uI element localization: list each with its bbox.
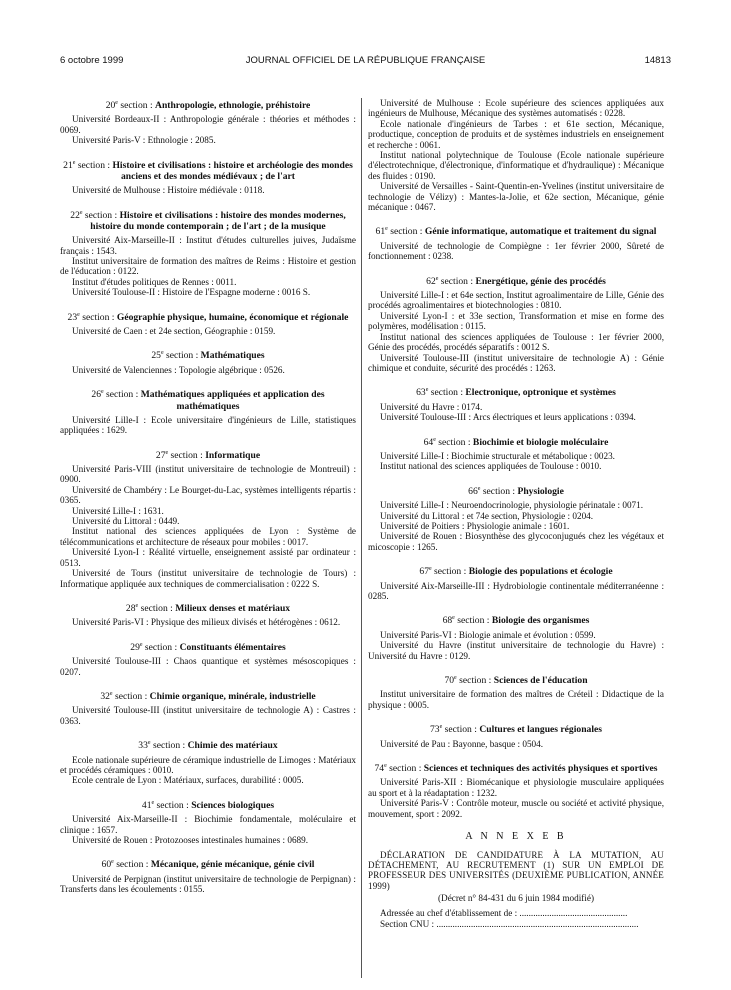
section-heading xyxy=(60,448,356,461)
section-label: section : xyxy=(154,799,192,811)
right-column-lead xyxy=(368,98,664,212)
section-title: Sciences de l'éducation xyxy=(493,675,588,687)
annexe-declaration: DÉCLARATION DE CANDIDATURE À LA MUTATION, AU DÉTACHEMENT, AU RECRUTEMENT (1) SUR UN EMPLOI DE PROFESSEUR DES UNIVERSITÉS (DEUXIÈME PUBLICATION, ANNÉE 1999) xyxy=(368,849,664,891)
section-number: 21 xyxy=(63,159,73,171)
section-label: section : xyxy=(480,485,518,497)
section-entries xyxy=(368,581,664,602)
section-label: section : xyxy=(113,859,151,871)
section-number-suffix: e xyxy=(439,724,443,731)
section-number: 27 xyxy=(155,449,166,461)
section-title: Géographie physique, humaine, économique et régionale xyxy=(116,311,349,323)
section-number-suffix: e xyxy=(147,740,151,747)
section-entry: Université de Pau : Bayonne, basque : 0504. xyxy=(380,738,544,749)
section-heading xyxy=(60,158,356,183)
section-heading xyxy=(60,738,356,751)
section-title: Mathématiques xyxy=(200,350,265,362)
section-entry: Institut national des sciences appliquées de Lyon : Système de télécommunications et architecture de réseaux pour mobiles : 0017. xyxy=(60,526,356,547)
section-number: 20 xyxy=(105,100,116,112)
section-heading xyxy=(368,673,664,686)
section-title: Chimie des matériaux xyxy=(187,740,278,752)
section-66 xyxy=(368,484,664,552)
section-number: 22 xyxy=(70,209,80,221)
section-26 xyxy=(60,387,356,435)
section-entry: Université de Rouen : Biosynthèse des glycoconjugués chez les végétaux et micoscopie : 1265. xyxy=(368,531,664,552)
section-heading xyxy=(368,224,664,237)
section-title: Physiologie xyxy=(517,485,564,497)
section-label: section : xyxy=(386,763,424,775)
section-entry: Université de Caen : et 24e section, Géographie : 0159. xyxy=(72,326,276,337)
section-entry: Université Aix-Marseille-III : Hydrobiologie continentale méditerranéenne : 0285. xyxy=(368,580,664,601)
section-entry: Université du Havre : 0174. xyxy=(380,401,483,412)
section-heading xyxy=(60,208,356,233)
section-heading xyxy=(60,310,356,323)
section-entry: Institut national des sciences appliquées de Toulouse : 1er février 2000, Génie des procédés, procédés séparatifs : 0012 S. xyxy=(368,331,664,353)
section-heading xyxy=(60,601,356,614)
section-number-suffix: e xyxy=(435,275,439,282)
section-entries xyxy=(60,326,356,336)
section-entry: Ecole centrale de Lyon : Matériaux, surfaces, durabilité : 0005. xyxy=(72,775,304,786)
section-number-suffix: e xyxy=(454,674,457,681)
section-number: 68 xyxy=(442,615,453,627)
section-21 xyxy=(60,158,356,196)
section-number: 28 xyxy=(125,603,136,615)
section-entries xyxy=(60,705,356,726)
section-entries xyxy=(368,402,664,423)
section-number: 23 xyxy=(67,311,78,323)
section-label: section : xyxy=(456,675,494,687)
section-heading xyxy=(368,564,664,577)
section-entry: Université Paris-VIII (institut universitaire de technologie de Montreuil) : 0900. xyxy=(60,464,356,485)
lead-entry: Ecole nationale d'ingénieurs de Tarbes : et 61e section, Mécanique, productique, conception de produits et de systèmes industriels en enseignement et recherche : 0061. xyxy=(368,118,664,150)
section-title: Biochimie et biologie moléculaire xyxy=(472,436,609,448)
section-entry: Université du Littoral : 0449. xyxy=(72,516,180,527)
section-number: 29 xyxy=(130,641,140,653)
section-number-suffix: e xyxy=(77,311,80,318)
section-number-suffix: e xyxy=(109,690,113,697)
section-heading xyxy=(60,798,356,811)
section-74 xyxy=(368,761,664,819)
section-entries xyxy=(60,365,356,375)
section-heading xyxy=(60,857,356,870)
section-number-suffix: e xyxy=(165,449,169,456)
section-entries xyxy=(368,630,664,661)
section-entry: Université de Perpignan (institut universitaire de technologie de Perpignan) : Transferts dans les écoulements : 0155. xyxy=(60,873,356,895)
section-entry: Institut national des sciences appliquées de Toulouse : 0010. xyxy=(380,461,602,472)
section-73 xyxy=(368,722,664,749)
section-number-suffix: e xyxy=(477,485,481,492)
section-entry: Université Bordeaux-II : Anthropologie générale : théories et méthodes : 0069. xyxy=(60,114,356,135)
section-label: section : xyxy=(79,311,117,323)
section-number-suffix: e xyxy=(79,209,83,216)
annexe-title: A N N E X E B xyxy=(465,830,567,842)
header-journal-title: JOURNAL OFFICIEL DE LA RÉPUBLIQUE FRANÇAISE xyxy=(245,55,486,66)
section-entries xyxy=(60,874,356,895)
section-heading xyxy=(368,722,664,735)
annexe-decree: (Décret n° 84-431 du 6 juin 1984 modifié) xyxy=(438,892,594,903)
section-title: Biologie des organismes xyxy=(491,615,590,627)
section-entry: Université de Mulhouse : Histoire médiévale : 0118. xyxy=(72,185,265,196)
section-entry: Université Aix-Marseille-II : Institut d'études culturelles juives, Judaïsme français : 1543. xyxy=(60,235,356,256)
section-title: Anthropologie, ethnologie, préhistoire xyxy=(155,100,311,112)
section-number: 63 xyxy=(416,387,426,399)
section-heading xyxy=(368,385,664,398)
annexe-line-section-cnu: Section CNU : ........................................................................................ xyxy=(380,918,639,929)
section-entry: Université Lille-I : Biochimie structurale et métabolique : 0023. xyxy=(380,450,615,461)
section-number-suffix: e xyxy=(452,615,455,622)
section-number: 26 xyxy=(91,389,101,401)
section-number: 25 xyxy=(151,350,161,362)
section-heading xyxy=(60,348,356,361)
section-number-suffix: e xyxy=(111,859,114,866)
section-number: 64 xyxy=(423,436,434,448)
section-61 xyxy=(368,224,664,261)
section-number-suffix: e xyxy=(428,566,432,573)
section-label: section : xyxy=(75,159,113,171)
section-60 xyxy=(60,857,356,894)
section-heading xyxy=(368,435,664,448)
section-number-suffix: e xyxy=(100,389,104,396)
section-entries xyxy=(368,777,664,819)
section-number: 33 xyxy=(138,740,148,752)
section-number: 61 xyxy=(375,226,386,238)
section-heading xyxy=(60,98,356,111)
section-label: section : xyxy=(387,226,425,238)
section-entry: Université Lille-I : Ecole universitaire d'ingénieurs de Lille, statistiques appliquées : 1629. xyxy=(60,414,356,436)
section-entry: Université Lille-I : 1631. xyxy=(72,505,164,516)
section-entries xyxy=(60,185,356,195)
section-33 xyxy=(60,738,356,786)
section-25 xyxy=(60,348,356,375)
section-title: Histoire et civilisations : histoire et archéologie des mondes anciens et des mondes médiévaux ; de l'art xyxy=(112,159,353,182)
lead-entry: Université de Versailles - Saint-Quentin-en-Yvelines (institut universitaire de technologie de Vélizy) : Mantes-la-Jolie, et 62e section, Mécanique, génie mécanique : 0467. xyxy=(368,181,664,213)
section-entries xyxy=(368,739,664,749)
section-entry: Université de Poitiers : Physiologie animale : 1601. xyxy=(380,520,570,531)
section-entries xyxy=(60,415,356,436)
section-number: 74 xyxy=(374,763,385,775)
section-number-suffix: e xyxy=(72,159,76,166)
section-label: section : xyxy=(82,209,120,221)
section-label: section : xyxy=(454,615,492,627)
section-entry: Université Paris-VI : Physique des milieux divisés et hétérogènes : 0612. xyxy=(72,617,341,628)
section-number: 73 xyxy=(430,724,440,736)
section-title: Histoire et civilisations : histoire des mondes modernes, histoire du monde contemporain ; de l'art ; de la musique xyxy=(90,209,346,232)
section-entry: Institut universitaire de formation des maîtres de Reims : Histoire et gestion de l'éducation : 0122. xyxy=(60,256,356,277)
section-label: section : xyxy=(150,740,188,752)
section-heading xyxy=(368,613,664,626)
section-entry: Université Aix-Marseille-II : Biochimie fondamentale, moléculaire et clinique : 1657. xyxy=(60,814,356,835)
section-entries xyxy=(60,814,356,845)
section-entry: Université de Valenciennes : Topologie algébrique : 0526. xyxy=(72,364,285,375)
section-number: 66 xyxy=(468,485,478,497)
section-28 xyxy=(60,601,356,628)
section-entry: Université du Littoral : et 74e section, Physiologie : 0204. xyxy=(380,510,594,521)
section-27 xyxy=(60,448,356,589)
section-number-suffix: e xyxy=(139,641,143,648)
section-20 xyxy=(60,98,356,146)
section-number-suffix: e xyxy=(425,387,429,394)
section-title: Electronique, optronique et systèmes xyxy=(465,387,616,399)
section-title: Mécanique, génie mécanique, génie civil xyxy=(150,859,315,871)
section-64 xyxy=(368,435,664,472)
section-entry: Université de Tours (institut universitaire de technologie de Tours) : Informatique appliquée aux techniques de commercialisation : 0222 S. xyxy=(60,568,356,589)
section-entry: Université Paris-VI : Biologie animale et évolution : 0599. xyxy=(380,629,596,640)
section-title: Génie informatique, automatique et traitement du signal xyxy=(424,226,657,238)
section-entry: Université de Rouen : Protozooses intestinales humaines : 0689. xyxy=(72,834,309,845)
section-entry: Université Lille-I : Neuroendocrinologie, physiologie périnatale : 0071. xyxy=(380,500,644,511)
section-number-suffix: e xyxy=(433,436,436,443)
section-entry: Université Lyon-I : Réalité virtuelle, enseignement assisté par ordinateur : 0513. xyxy=(60,547,356,568)
section-number-suffix: e xyxy=(385,226,388,233)
section-number: 70 xyxy=(444,675,455,687)
section-entry: Université Paris-XII : Biomécanique et physiologie musculaire appliquées au sport et à la réadaptation : 1232. xyxy=(368,777,664,798)
section-entry: Université de technologie de Compiègne : 1er février 2000, Sûreté de fonctionnement : 0238. xyxy=(368,240,664,262)
section-label: section : xyxy=(163,350,201,362)
section-entries xyxy=(368,689,664,710)
annexe-b xyxy=(368,831,664,930)
section-label: section : xyxy=(428,387,466,399)
section-label: section : xyxy=(168,449,206,461)
section-63 xyxy=(368,385,664,422)
section-number: 62 xyxy=(426,275,436,287)
section-entries xyxy=(368,451,664,472)
section-title: Cultures et langues régionales xyxy=(479,724,602,736)
section-entries xyxy=(368,241,664,262)
section-number-suffix: e xyxy=(115,100,118,106)
section-entry: Université Toulouse-III : Arcs électriques et leurs applications : 0394. xyxy=(380,412,636,423)
section-entry: Université Toulouse-III (institut universitaire de technologie A) : Génie chimique et conduite, sécurité des procédés : 1263. xyxy=(368,352,664,373)
section-title: Chimie organique, minérale, industrielle xyxy=(149,691,316,703)
section-heading xyxy=(368,274,664,287)
section-entries xyxy=(60,114,356,145)
section-entry: Institut universitaire de formation des maîtres de Créteil : Didactique de la physique : 0005. xyxy=(368,689,664,710)
section-70 xyxy=(368,673,664,710)
section-entries xyxy=(60,755,356,786)
header-date: 6 octobre 1999 xyxy=(60,55,124,66)
section-entries xyxy=(368,500,664,552)
right-column xyxy=(368,98,664,930)
section-title: Mathématiques appliquées et application des mathématiques xyxy=(140,389,325,412)
section-label: section : xyxy=(112,691,150,703)
section-entries xyxy=(60,464,356,589)
section-number-suffix: e xyxy=(384,762,387,769)
section-entry: Université Paris-V : Ethnologie : 2085. xyxy=(72,135,216,146)
section-heading xyxy=(368,484,664,497)
section-label: section : xyxy=(442,724,480,736)
section-label: section : xyxy=(142,641,180,653)
section-number-suffix: e xyxy=(151,799,155,806)
section-entry: Université Lille-I : et 64e section, Institut agroalimentaire de Lille, Génie des procédés agroalimentaires et biotechnologies : 0810. xyxy=(368,290,664,311)
section-label: section : xyxy=(438,275,476,287)
section-number-suffix: e xyxy=(135,602,139,609)
section-entry: Université Toulouse-II : Histoire de l'Espagne moderne : 0016 S. xyxy=(72,287,311,298)
section-title: Milieux denses et matériaux xyxy=(175,603,291,615)
section-entries xyxy=(368,290,664,373)
section-heading xyxy=(60,387,356,412)
section-entry: Université de Chambéry : Le Bourget-du-Lac, systèmes intelligents répartis : 0365. xyxy=(60,484,356,506)
section-68 xyxy=(368,613,664,661)
section-title: Biologie des populations et écologie xyxy=(468,566,613,578)
section-entry: Université Paris-V : Contrôle moteur, muscle ou société et activité physique, mouvement, sport : 2092. xyxy=(368,798,664,819)
section-entry: Institut d'études politiques de Rennes : 0011. xyxy=(72,276,237,287)
section-heading xyxy=(60,689,356,702)
section-entries xyxy=(60,656,356,677)
section-number: 41 xyxy=(141,799,152,811)
section-title: Energétique, génie des procédés xyxy=(475,275,606,287)
section-label: section : xyxy=(103,389,141,401)
section-heading xyxy=(368,761,664,774)
section-number-suffix: e xyxy=(160,350,164,357)
section-title: Sciences biologiques xyxy=(191,799,275,811)
section-entries xyxy=(60,617,356,627)
section-title: Constituants élémentaires xyxy=(179,641,286,653)
header-page-number: 14813 xyxy=(644,55,671,66)
section-number: 60 xyxy=(101,859,112,871)
section-entry: Ecole nationale supérieure de céramique industrielle de Limoges : Matériaux et procédés céramiques : 0010. xyxy=(60,754,356,775)
section-67 xyxy=(368,564,664,601)
section-heading xyxy=(60,640,356,653)
section-label: section : xyxy=(435,436,473,448)
section-entry: Université du Havre (institut universitaire de technologie du Havre) : Université du Havre : 0129. xyxy=(368,640,664,661)
section-title: Sciences et techniques des activités physiques et sportives xyxy=(423,763,658,775)
section-29 xyxy=(60,640,356,677)
section-label: section : xyxy=(117,100,156,112)
annexe-line-etablissement: Adressée au chef d'établissement de : ............................................... xyxy=(380,907,628,918)
section-41 xyxy=(60,798,356,846)
right-sections xyxy=(368,224,664,819)
section-entry: Université Toulouse-III (institut universitaire de technologie A) : Castres : 0363. xyxy=(60,705,356,726)
section-entry: Université Lyon-I : et 33e section, Transformation et mise en forme des polymères, modélisation : 0115. xyxy=(368,310,664,332)
section-title: Informatique xyxy=(205,449,261,461)
lead-entry: Institut national polytechnique de Toulouse (Ecole nationale supérieure d'électrotechnique, d'électronique, d'informatique et d'hydraulique) : Mécanique des fluides : 0190. xyxy=(368,150,664,181)
section-number: 67 xyxy=(419,566,429,578)
section-label: section : xyxy=(431,566,469,578)
section-number: 32 xyxy=(100,691,110,703)
section-22 xyxy=(60,208,356,298)
section-entry: Université Toulouse-III : Chaos quantique et systèmes mésoscopiques : 0207. xyxy=(60,656,356,677)
section-32 xyxy=(60,689,356,726)
column-divider xyxy=(361,98,362,978)
section-label: section : xyxy=(138,603,176,615)
section-62 xyxy=(368,274,664,374)
left-column xyxy=(60,98,356,907)
lead-entry: Université de Mulhouse : Ecole supérieure des sciences appliquées aux ingénieurs de Mulhouse, Mécanique des systèmes automatisés : 0228. xyxy=(368,98,664,119)
section-entries xyxy=(60,235,356,297)
section-23 xyxy=(60,310,356,337)
